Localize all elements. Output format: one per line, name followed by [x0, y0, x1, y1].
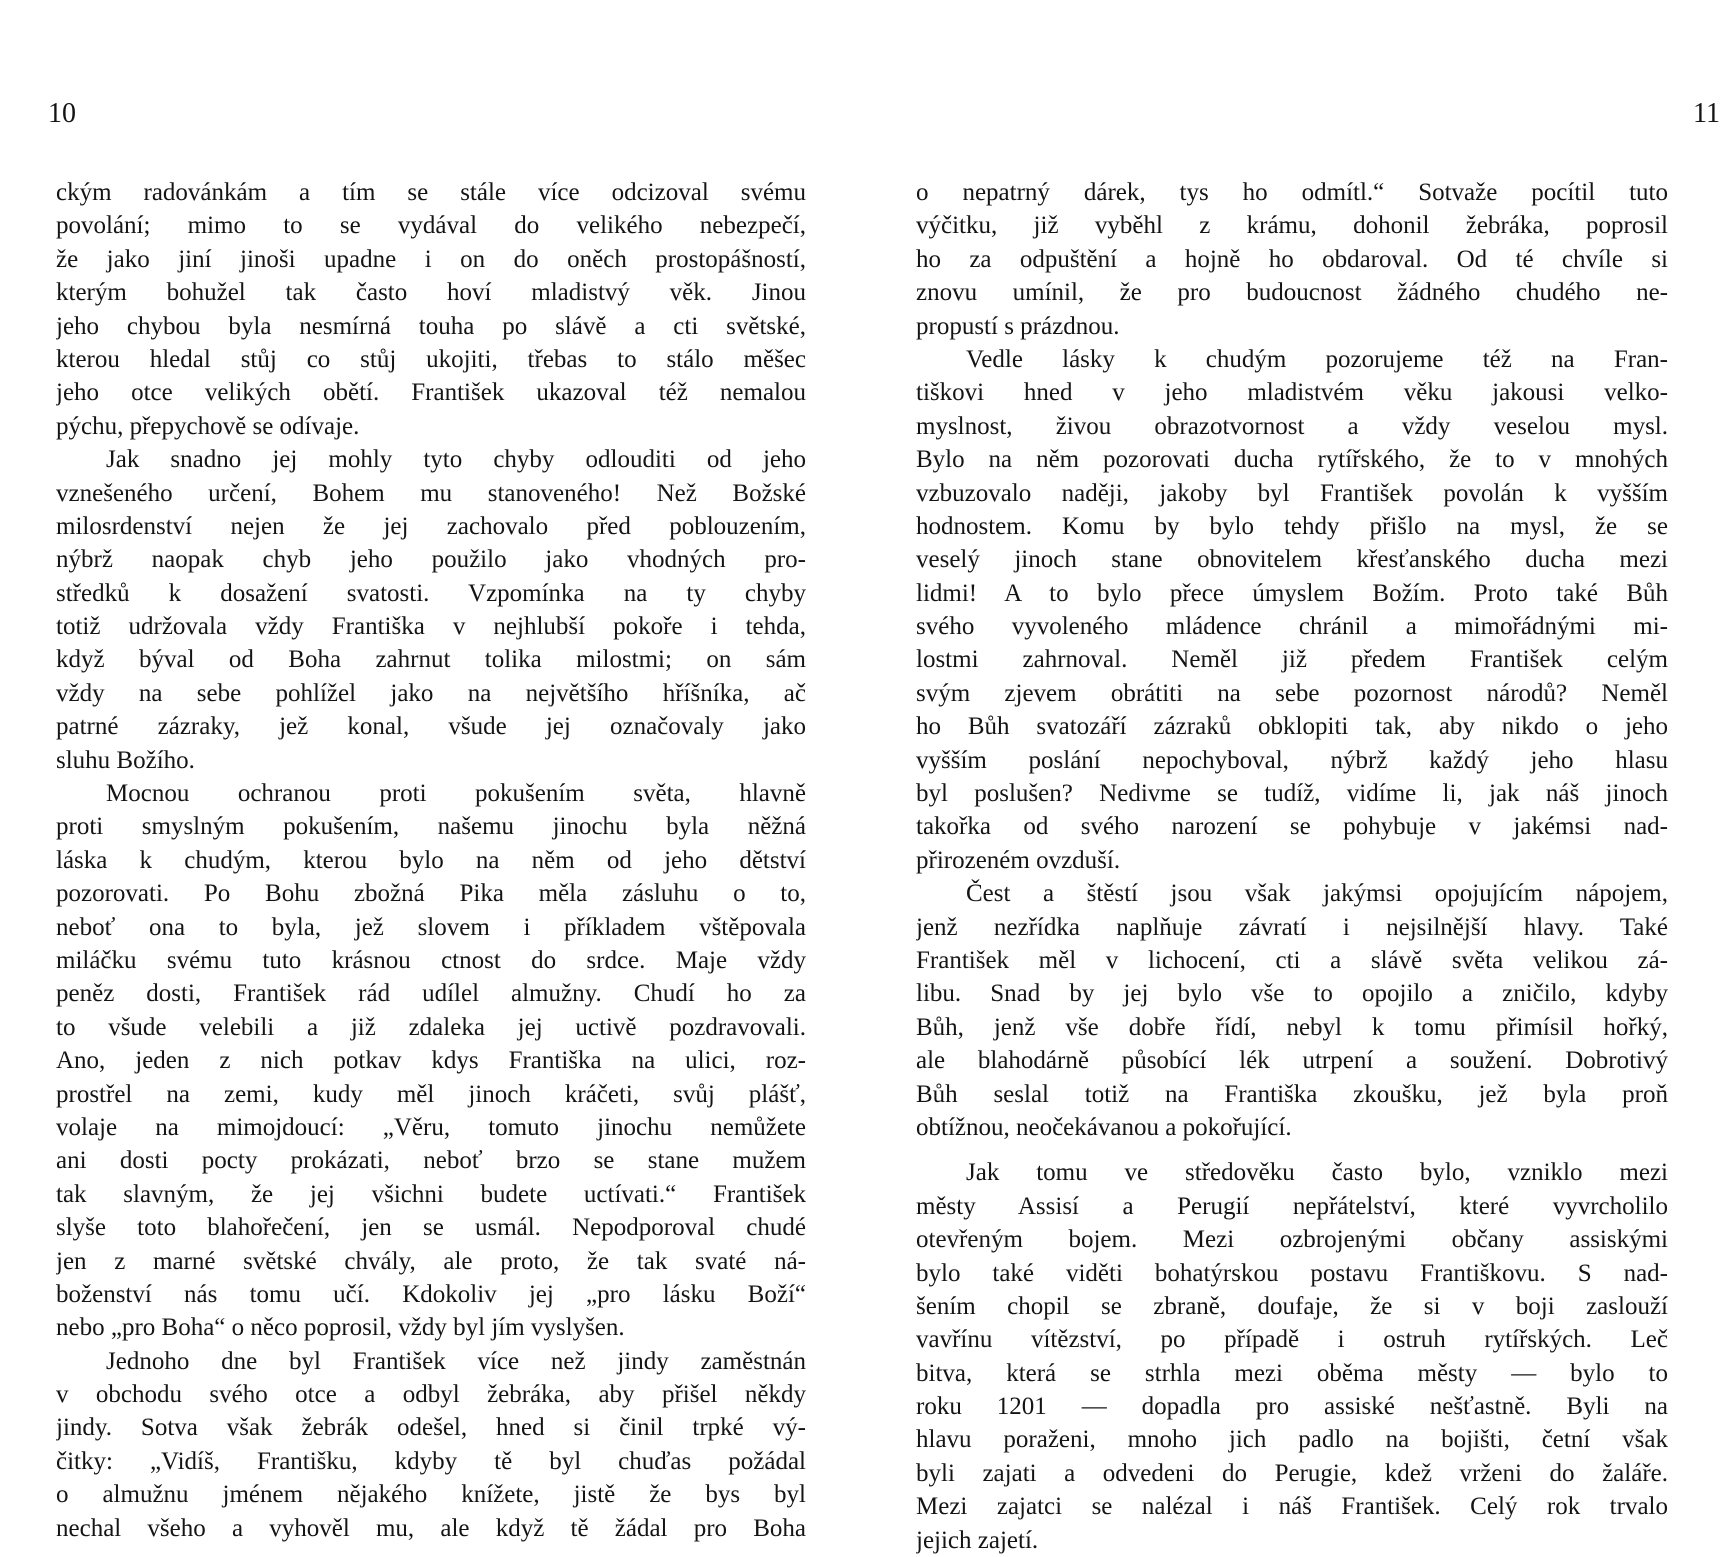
- text-line: o nepatrný dárek, tys ho odmítl.“ Sotvaže pocítil tuto: [916, 179, 1668, 206]
- text-line: Ano, jeden z nich potkav kdys Františka na ulici, roz-: [56, 1047, 806, 1075]
- text-line: Mezi zajatci se nalézal i náš František. Celý rok trvalo: [916, 1493, 1668, 1521]
- left-page: [0, 0, 860, 1542]
- text-line: slyše toto blahořečení, jen se usmál. Nepodporoval chudé: [56, 1214, 806, 1242]
- text-line: láska k chudým, kterou bylo na něm od jeho dětství: [56, 846, 806, 874]
- text-line: jindy. Sotva však žebrák odešel, hned si činil trpké vý-: [56, 1414, 806, 1442]
- text-line: Jednoho dne byl František více než jindy zaměstnán: [106, 1347, 806, 1375]
- text-line: Čest a štěstí jsou však jakýmsi opojujícím nápojem,: [966, 880, 1668, 908]
- text-line: přirozeném ovzduší.: [916, 846, 1121, 874]
- text-line: jeho chybou byla nesmírná touha po slávě a cti světské,: [56, 312, 806, 340]
- text-line: veselý jinoch stane obnovitelem křesťanského ducha mezi: [916, 546, 1668, 574]
- text-line: znovu umínil, že pro budoucnost žádného chudého ne-: [916, 279, 1668, 307]
- text-line: městy Assisí a Perugií nepřátelství, které vyvrcholilo: [916, 1192, 1668, 1220]
- text-line: hlavu poraženi, mnoho jich padlo na bojišti, četní však: [916, 1426, 1668, 1454]
- text-line: takořka od svého narození se pohybuje v jakémsi nad-: [916, 813, 1668, 841]
- text-line: byli zajati a odvedeni do Perugie, kdež vrženi do žaláře.: [916, 1459, 1668, 1487]
- text-line: svým zjevem obrátiti na sebe pozornost národů? Neměl: [916, 679, 1668, 707]
- text-line: bylo také viděti bohatýrskou postavu Františkovu. S nad-: [916, 1259, 1668, 1287]
- text-line: jenž nezřídka naplňuje závratí i nejsilnější hlavy. Také: [916, 913, 1668, 941]
- text-line: pozorovati. Po Bohu zbožná Pika měla zásluhu o to,: [56, 880, 806, 908]
- right-page: [860, 0, 1720, 1554]
- text-line: Mocnou ochranou proti pokušením světa, hlavně: [106, 780, 806, 808]
- text-line: kterou hledal stůj co stůj ukojiti, třebas to stálo měšec: [56, 345, 806, 373]
- text-line: svého vyvoleného mládence chránil a mimořádnými mi-: [916, 613, 1668, 641]
- right-page-text: [916, 176, 1668, 1557]
- text-line: tak slavným, že jej všichni budete uctívati.“ František: [56, 1180, 806, 1208]
- text-line: povolání; mimo to se vydával do velikého nebezpečí,: [56, 212, 806, 240]
- text-line: prostřel na zemi, kudy měl jinoch kráčeti, svůj plášť,: [56, 1080, 806, 1108]
- text-line: bitva, která se strhla mezi oběma městy — bylo to: [916, 1359, 1668, 1387]
- text-line: obtížnou, neočekávanou a pokořující.: [916, 1113, 1292, 1141]
- text-line: propustí s prázdnou.: [916, 312, 1120, 340]
- text-line: pýchu, přepychově se odívaje.: [56, 412, 360, 440]
- text-line: že jako jiní jinoši upadne i on do oněch prostopášností,: [56, 245, 806, 273]
- text-line: čitky: „Vidíš, Františku, kdyby tě byl chuďas požádal: [56, 1447, 806, 1475]
- text-line: libu. Snad by jej bylo vše to opojilo a zničilo, kdyby: [916, 980, 1668, 1008]
- text-line: vyšším poslání nepochyboval, nýbrž každý jeho hlasu: [916, 746, 1668, 774]
- text-line: to všude velebili a již zdaleka jej uctivě pozdravovali.: [56, 1013, 806, 1041]
- text-line: jen z marné světské chvály, ale proto, že tak svaté ná-: [56, 1247, 806, 1275]
- text-line: ho za odpuštění a hojně ho obdaroval. Od té chvíle si: [916, 245, 1668, 273]
- text-line: boženství nás tomu učí. Kdokoliv jej „pro lásku Boží“: [56, 1280, 806, 1308]
- text-line: kterým bohužel tak často hoví mladistvý věk. Jinou: [56, 279, 806, 307]
- text-line: neboť ona to byla, jež slovem i příkladem vštěpovala: [56, 913, 806, 941]
- text-line: otevřeným bojem. Mezi ozbrojenými občany assiskými: [916, 1226, 1668, 1254]
- page-number-right: 11: [1693, 98, 1720, 129]
- text-line: myslnost, živou obrazotvornost a vždy veselou mysl.: [916, 412, 1668, 440]
- text-line: volaje na mimojdoucí: „Věru, tomuto jinochu nemůžete: [56, 1113, 806, 1141]
- text-line: František měl v lichocení, cti a slávě světa velikou zá-: [916, 946, 1668, 974]
- text-line: hodnostem. Komu by bylo tehdy přišlo na mysl, že se: [916, 512, 1668, 540]
- text-line: Jak snadno jej mohly tyto chyby odlouditi od jeho: [106, 446, 806, 474]
- text-line: ale blahodárně působící lék utrpení a soužení. Dobrotivý: [916, 1047, 1668, 1075]
- text-line: byl poslušen? Nedivme se tudíž, vidíme li, jak náš jinoch: [916, 780, 1668, 808]
- text-line: když býval od Boha zahrnut tolika milostmi; on sám: [56, 646, 806, 674]
- text-line: vždy na sebe pohlížel jako na největšího hříšníka, ač: [56, 679, 806, 707]
- text-line: ho Bůh svatozáří zázraků obklopiti tak, aby nikdo o jeho: [916, 713, 1668, 741]
- text-line: vznešeného určení, Bohem mu stanoveného! Než Božské: [56, 479, 806, 507]
- text-line: středků k dosažení svatosti. Vzpomínka na ty chyby: [56, 579, 806, 607]
- text-line: v obchodu svého otce a odbyl žebráka, aby přišel někdy: [56, 1381, 806, 1409]
- text-line: vzbuzovalo naději, jakoby byl František povolán k vyšším: [916, 479, 1668, 507]
- text-line: patrné zázraky, jež konal, všude jej označovaly jako: [56, 713, 806, 741]
- text-line: Bůh seslal totiž na Františka zkoušku, jež byla proň: [916, 1080, 1668, 1108]
- text-line: nebo „pro Boha“ o něco poprosil, vždy byl jím vyslyšen.: [56, 1314, 625, 1342]
- text-line: nýbrž naopak chyb jeho použilo jako vhodných pro-: [56, 546, 806, 574]
- text-line: proti smyslným pokušením, našemu jinochu byla něžná: [56, 813, 806, 841]
- text-line: Jak tomu ve středověku často bylo, vzniklo mezi: [966, 1159, 1668, 1187]
- left-page-text: [56, 176, 806, 1545]
- text-line: totiž udržovala vždy Františka v nejhlubší pokoře i tehda,: [56, 613, 806, 641]
- text-line: ani dosti pocty prokázati, neboť brzo se stane mužem: [56, 1147, 806, 1175]
- text-line: výčitku, již vyběhl z krámu, dohonil žebráka, poprosil: [916, 212, 1668, 240]
- text-line: Bůh, jenž vše dobře řídí, nebyl k tomu přimísil hořký,: [916, 1013, 1668, 1041]
- text-line: šením chopil se zbraně, doufaje, že si v boji zaslouží: [916, 1292, 1668, 1320]
- text-line: o almužnu jménem nějakého knížete, jistě že bys byl: [56, 1481, 806, 1509]
- text-line: tiškovi hned v jeho mladistvém věku jakousi velko-: [916, 379, 1668, 407]
- text-line: lidmi! A to bylo přece úmyslem Božím. Proto také Bůh: [916, 579, 1668, 607]
- text-line: jeho otce velikých obětí. František ukazoval též nemalou: [56, 379, 806, 407]
- text-line: miláčku svému tuto krásnou ctnost do srdce. Maje vždy: [56, 946, 806, 974]
- text-line: nechal všeho a vyhověl mu, ale když tě žádal pro Boha: [56, 1514, 806, 1542]
- text-line: vavřínu vítězství, po případě i ostruh rytířských. Leč: [916, 1326, 1668, 1354]
- text-line: jejich zajetí.: [916, 1526, 1039, 1554]
- text-line: Bylo na něm pozorovati ducha rytířského, že to v mnohých: [916, 446, 1668, 474]
- text-line: peněz dosti, František rád udílel almužny. Chudí ho za: [56, 980, 806, 1008]
- text-line: roku 1201 — dopadla pro assiské nešťastně. Byli na: [916, 1393, 1668, 1421]
- text-line: sluhu Božího.: [56, 746, 195, 774]
- text-line: lostmi zahrnoval. Neměl již předem František celým: [916, 646, 1668, 674]
- page-number-left: 10: [48, 98, 76, 129]
- text-line: Vedle lásky k chudým pozorujeme též na Fran-: [966, 345, 1668, 373]
- text-line: ckým radovánkám a tím se stále více odcizoval svému: [56, 179, 806, 206]
- text-line: milosrdenství nejen že jej zachovalo před poblouzením,: [56, 512, 806, 540]
